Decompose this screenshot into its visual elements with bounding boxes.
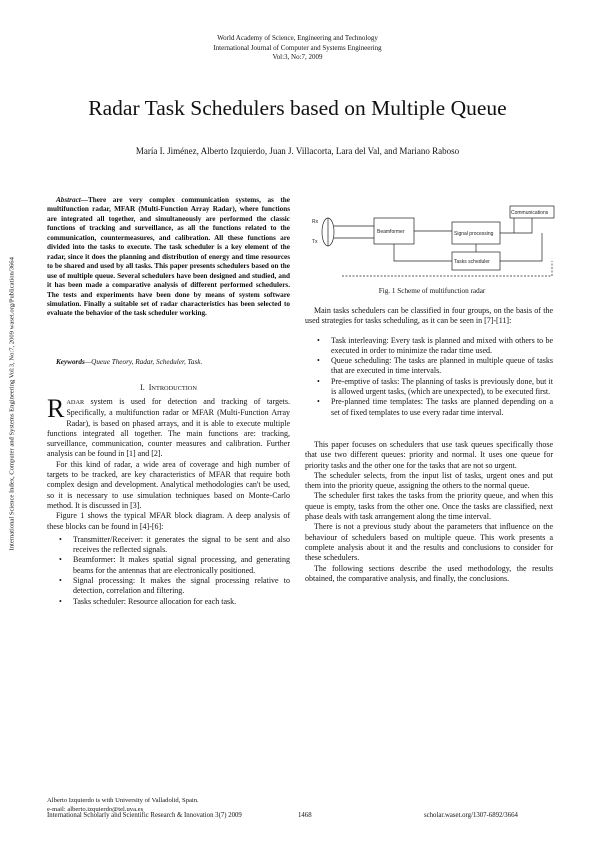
intro-paragraph-2: For this kind of radar, a wide area of coverage and high number of targets to be tracked, are key characteristics of MFAR that require both complex design and development. Analytical methodologies can't be used, so it is necessary to use simulation techniques based on Monte-Carlo method. It is discussed in [3]. <box>47 459 290 510</box>
keywords <box>47 358 290 366</box>
keywords-text: —Queue Theory, Radar, Scheduler, Task. <box>84 358 203 366</box>
drop-cap: R <box>47 394 65 423</box>
side-citation: International Science Index, Computer and Systems Engineering Vol:3, No:7, 2009 waset.org/Publication/3664 <box>8 257 16 551</box>
intro-p1-text: system is used for detection and tracking of targets. Specifically, a multifunction radar or MFAR (Multi-Function Array Radar), is based on phased arrays, and it is able to execute multiple functions integrated all together. The main functions are: tracking, surveillance, communication, counter measures and calibration. Further analysis can be found in [1] and [2]. <box>47 397 290 459</box>
right-column-body <box>305 306 553 584</box>
section-title-first: I <box>148 383 152 392</box>
header-line-1: World Academy of Science, Engineering and Technology <box>217 34 378 42</box>
paper-title: Radar Task Schedulers based on Multiple Queue <box>88 96 507 120</box>
page-number: 1468 <box>298 812 312 819</box>
intro-smallcaps: ADAR <box>66 399 85 406</box>
figure-1-diagram <box>302 196 562 288</box>
header-line-3: Vol:3, No:7, 2009 <box>272 53 323 61</box>
list-item: • Transmitter/Receiver: it generates the signal to be sent and also receives the reflected signals. <box>47 535 290 556</box>
journal-header <box>0 34 595 63</box>
right-paragraph-3: The scheduler selects, from the input list of tasks, urgent ones and put them into the priority queue, assigning the others to the normal queue. <box>305 470 553 491</box>
list-item: • Tasks scheduler: Resource allocation for each task. <box>47 597 290 607</box>
header-line-2: International Journal of Computer and Systems Engineering <box>213 43 382 52</box>
list-item: • Beamformer: It makes spatial signal processing, and generating beams for the antennas that are electronically positioned. <box>47 555 290 576</box>
intro-paragraph-1 <box>47 394 290 460</box>
keywords-label: Keywords <box>56 358 85 366</box>
rx-label: Rx <box>312 219 319 225</box>
intro-paragraph-3: Figure 1 shows the typical MFAR block diagram. A deep analysis of these blocks can be found in [4]-[6]: <box>47 511 290 531</box>
footer-journal: International Scholarly and Scientific Research & Innovation 3(7) 2009 <box>47 812 242 819</box>
tasks-scheduler-label: Tasks scheduler <box>454 259 490 265</box>
right-paragraph-6: The following sections describe the used methodology, the results obtained, the comparative analysis, and finally, the conclusions. <box>305 563 553 583</box>
list-item: • Queue scheduling: The tasks are planned in multiple queue of tasks that are executed in time intervals. <box>305 356 553 377</box>
figure-1-caption: Fig. 1 Scheme of multifunction radar <box>378 287 486 295</box>
right-paragraph-1: Main tasks schedulers can be classified in four groups, on the basis of the used strategies for tasks scheduling, as it can be seen in [7]-[11]: <box>305 306 553 326</box>
list-item: • Pre-planned time templates: The tasks are planned depending on a set of fixed templates to use every radar time interval. <box>305 397 553 418</box>
section-title-rest: NTRODUCTION <box>151 385 197 392</box>
right-paragraph-4: The scheduler first takes the tasks from the priority queue, and when this queue is empty, tasks from the other one. Once the tasks are classified, next phase deals with task arrangement along the time interval. <box>305 491 553 522</box>
intro-bullet-list <box>47 535 290 607</box>
footnote-line-2: e-mail: alberto.izquierdo@tel.uva.es <box>47 805 144 813</box>
right-paragraph-5: There is not a previous study about the parameters that influence on the behaviour of schedulers based on multiple queue. This work presents a complete analysis about it and the results and conclusions to consider for these schedulers. <box>305 522 553 563</box>
section-heading-introduction <box>47 383 290 392</box>
abstract-label: Abstract <box>56 196 81 204</box>
footnote-line-1: Alberto Izquierdo is with University of Valladolid, Spain. <box>47 797 199 804</box>
author-list: María I. Jiménez, Alberto Izquierdo, Juan J. Villacorta, Lara del Val, and Mariano Raboso <box>135 146 460 156</box>
communications-label: Communications <box>511 210 549 216</box>
introduction-body <box>47 394 290 607</box>
list-item: • Pre-emptive of tasks: The planning of tasks is previously done, but it is allowed urgent tasks, (which are unexpected), to be executed first. <box>305 377 553 398</box>
right-paragraph-2: This paper focuses on schedulers that use task queues specifically those that use two different queues: priority and normal. It uses one queue for priority tasks and the other one for the tasks that are not so urgent. <box>305 439 553 470</box>
abstract-text: —There are very complex communication systems, as the multifunction radar, MFAR (Multi-Function Array Radar), where functions are integrated all together, and simultaneously are performed the classic functions of tracking and surveillance, as all the functions related to the communication, countermeasures, and calibration. All these functions are divided into the tasks to execute. The task scheduler is a key element of the radar, since it does the planning and distribution of energy and time resources to be shared and used by all tasks. This paper presents schedulers based on the use of multiple queue. Several schedulers have been designed and studied, and it has been made a comparative analysis of different performed schedulers. The tests and experiments have been done by means of system software simulation. Finally a suitable set of radar characteristics has been selected to evaluate the behavior of the task scheduler working. <box>47 196 290 318</box>
list-item: • Signal processing: It makes the signal processing relative to detection, correlation and filtering. <box>47 576 290 597</box>
section-number: I. <box>140 383 145 392</box>
list-item: • Task interleaving: Every task is planned and mixed with others to be executed in order to minimize the radar time used. <box>305 336 553 357</box>
scheduler-types-list <box>305 336 553 418</box>
footer-url: scholar.waset.org/1307-6892/3664 <box>424 812 518 819</box>
beamformer-label: Beamformer <box>377 229 405 235</box>
signal-processing-label: Signal processing <box>454 231 494 237</box>
abstract <box>47 196 290 319</box>
tx-label: Tx <box>312 239 318 245</box>
